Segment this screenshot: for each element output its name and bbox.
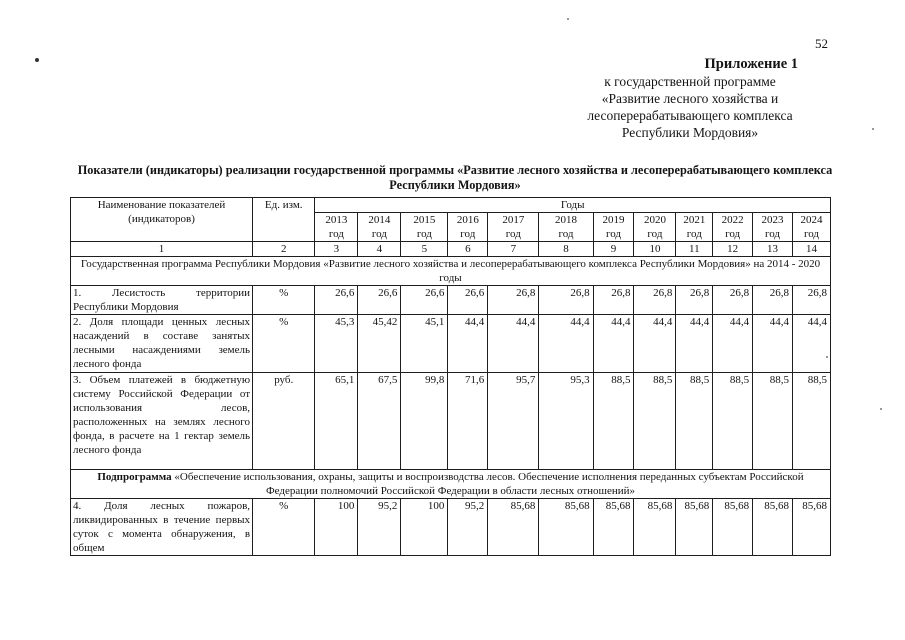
year-header-cell: 2013 год: [315, 213, 358, 242]
indicator-value: 71,6: [448, 373, 488, 470]
indicator-unit: %: [253, 315, 315, 373]
indicator-unit: %: [253, 286, 315, 315]
years-column-header: Годы: [315, 198, 831, 213]
indicator-value: 26,6: [315, 286, 358, 315]
indicator-value: 88,5: [713, 373, 753, 470]
indicator-value: 95,3: [539, 373, 593, 470]
column-number-cell: 12: [713, 242, 753, 257]
indicator-value: 44,4: [448, 315, 488, 373]
indicator-value: 26,6: [448, 286, 488, 315]
year-header-cell: 2021 год: [676, 213, 713, 242]
indicator-value: 26,8: [792, 286, 830, 315]
column-number-cell: 13: [753, 242, 793, 257]
indicator-value: 44,4: [713, 315, 753, 373]
margin-dot: [35, 58, 39, 62]
indicator-name: 2. Доля площади ценных лесных насаждений в составе занятых лесными насаждениями земель лесного фонда: [71, 315, 253, 373]
indicator-value: 95,7: [488, 373, 539, 470]
name-column-header: Наименование показателей (индикаторов): [71, 198, 253, 242]
year-header-cell: 2024 год: [792, 213, 830, 242]
indicator-value: 88,5: [792, 373, 830, 470]
indicator-value: 44,4: [792, 315, 830, 373]
column-number-cell: 9: [593, 242, 634, 257]
page-number: 52: [815, 36, 828, 51]
indicator-value: 99,8: [401, 373, 448, 470]
header-row: [71, 198, 831, 213]
indicator-value: 44,4: [488, 315, 539, 373]
indicator-value: 26,8: [593, 286, 634, 315]
indicators-table: [70, 197, 831, 556]
indicator-value: 26,6: [358, 286, 401, 315]
indicator-value: 85,68: [488, 499, 539, 556]
scan-speck: [880, 408, 882, 410]
scan-speck: [872, 128, 874, 130]
column-number-cell: 7: [488, 242, 539, 257]
column-number-cell: 3: [315, 242, 358, 257]
appendix-line: Республики Мордовия»: [621, 125, 759, 140]
column-number-cell: 10: [634, 242, 676, 257]
subprogram-label: Подпрограмма: [97, 471, 172, 483]
scan-speck: [567, 18, 569, 20]
indicator-value: 26,8: [713, 286, 753, 315]
indicator-value: 44,4: [676, 315, 713, 373]
indicator-value: 26,6: [401, 286, 448, 315]
indicator-value: 85,68: [593, 499, 634, 556]
indicator-value: 100: [315, 499, 358, 556]
subprogram-title: [71, 470, 831, 499]
indicator-value: 26,8: [539, 286, 593, 315]
appendix-block: [550, 56, 830, 141]
indicator-name: 4. Доля лесных пожаров, ликвидированных в течение первых суток с момента обнаружения, в общем: [71, 499, 253, 556]
column-number-cell: 11: [676, 242, 713, 257]
indicator-value: 44,4: [539, 315, 593, 373]
document-title: Показатели (индикаторы) реализации государственной программы «Развитие лесного хозяйства и лесоперерабатывающего комплекса Республики Мордовия»: [77, 163, 833, 192]
indicator-value: 85,68: [713, 499, 753, 556]
column-numbers-row: [71, 242, 831, 257]
indicator-value: 85,68: [753, 499, 793, 556]
indicator-value: 88,5: [676, 373, 713, 470]
subprogram-row: [71, 470, 831, 499]
column-number-cell: 14: [792, 242, 830, 257]
indicator-value: 95,2: [448, 499, 488, 556]
indicator-row: [71, 373, 831, 470]
indicator-value: 45,1: [401, 315, 448, 373]
indicator-value: 26,8: [488, 286, 539, 315]
indicator-value: 85,68: [792, 499, 830, 556]
year-header-cell: 2016 год: [448, 213, 488, 242]
year-header-cell: 2023 год: [753, 213, 793, 242]
column-number-cell: 1: [71, 242, 253, 257]
year-header-cell: 2014 год: [358, 213, 401, 242]
indicator-value: 65,1: [315, 373, 358, 470]
indicator-unit: %: [253, 499, 315, 556]
indicator-row: [71, 499, 831, 556]
unit-column-header: Ед. изм.: [253, 198, 315, 242]
indicator-value: 100: [401, 499, 448, 556]
column-number-cell: 4: [358, 242, 401, 257]
year-header-cell: 2015 год: [401, 213, 448, 242]
column-number-cell: 2: [253, 242, 315, 257]
indicator-value: 26,8: [634, 286, 676, 315]
indicator-value: 88,5: [753, 373, 793, 470]
program-section-title: Государственная программа Республики Мордовия «Развитие лесного хозяйства и лесоперерабатывающего комплекса Республики Мордовия» на 2014 - 2020 годы: [71, 257, 831, 286]
indicator-value: 85,68: [634, 499, 676, 556]
indicator-value: 95,2: [358, 499, 401, 556]
column-number-cell: 5: [401, 242, 448, 257]
year-header-cell: 2020 год: [634, 213, 676, 242]
indicator-value: 67,5: [358, 373, 401, 470]
column-number-cell: 6: [448, 242, 488, 257]
appendix-line: лесоперерабатывающего комплекса: [587, 108, 793, 123]
appendix-title: Приложение 1: [704, 56, 798, 72]
appendix-line: к государственной программе: [604, 74, 776, 89]
indicator-value: 26,8: [753, 286, 793, 315]
year-header-cell: 2019 год: [593, 213, 634, 242]
indicator-value: 45,3: [315, 315, 358, 373]
indicator-value: 44,4: [634, 315, 676, 373]
indicator-value: 26,8: [676, 286, 713, 315]
indicator-value: 44,4: [753, 315, 793, 373]
indicator-value: 88,5: [593, 373, 634, 470]
indicator-value: 85,68: [676, 499, 713, 556]
year-header-cell: 2018 год: [539, 213, 593, 242]
indicator-value: 45,42: [358, 315, 401, 373]
column-number-cell: 8: [539, 242, 593, 257]
indicator-name: 1. Лесистость территории Республики Мордовия: [71, 286, 253, 315]
indicator-value: 44,4: [593, 315, 634, 373]
indicator-row: [71, 315, 831, 373]
program-section-row: [71, 257, 831, 286]
appendix-line: «Развитие лесного хозяйства и: [601, 91, 779, 106]
year-header-cell: 2017 год: [488, 213, 539, 242]
subprogram-text: «Обеспечение использования, охраны, защиты и воспроизводства лесов. Обеспечение исполнения переданных субъектам Российской Федерации полномочий Российской Федерации в области лесных отношений»: [171, 471, 804, 497]
indicator-value: 88,5: [634, 373, 676, 470]
year-header-cell: 2022 год: [713, 213, 753, 242]
indicator-unit: руб.: [253, 373, 315, 470]
indicator-row: [71, 286, 831, 315]
indicator-name: 3. Объем платежей в бюджетную систему Российской Федерации от использования лесов, расположенных на землях лесного фонда, в расчете на 1 гектар земель лесного фонда: [71, 373, 253, 470]
indicator-value: 85,68: [539, 499, 593, 556]
